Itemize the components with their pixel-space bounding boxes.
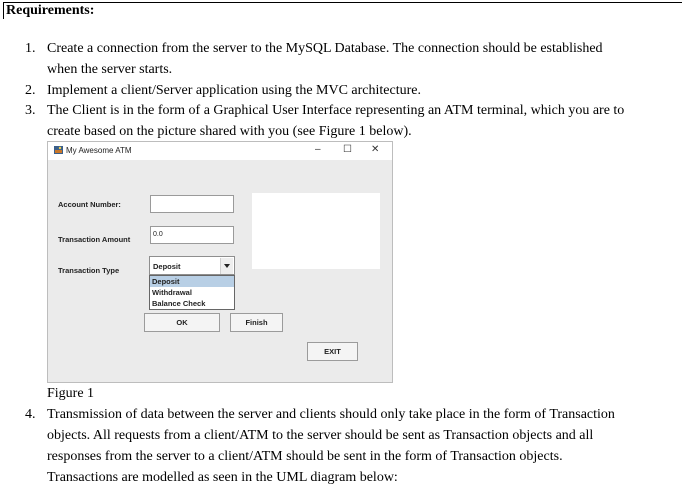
transaction-type-dropdown [149,275,235,310]
dropdown-option[interactable]: Withdrawal [152,288,192,297]
close-icon[interactable]: ✕ [371,144,380,155]
minimize-icon[interactable]: – [315,144,321,155]
atm-window-figure [47,141,393,383]
window-title: My Awesome ATM [66,146,132,155]
dropdown-option[interactable]: Balance Check [152,299,206,308]
output-text-area[interactable] [252,193,380,269]
requirement-text: Create a connection from the server to the MySQL Database. The connection should be established when the server starts. [47,41,603,77]
figure-caption: Figure 1 [47,386,95,401]
requirement-text: Implement a client/Server application using the MVC architecture. [47,83,421,98]
requirement-number: 4. [25,407,36,422]
requirement-text: The Client is in the form of a Graphical User Interface representing an ATM terminal, which you are to create based on the picture shared with you (see Figure 1 below). [47,103,625,139]
exit-button[interactable]: EXIT [307,342,358,361]
finish-button[interactable]: Finish [230,313,283,332]
maximize-icon[interactable]: ☐ [343,144,352,155]
java-app-icon [54,146,63,154]
requirement-number: 2. [25,83,36,98]
transaction-type-label: Transaction Type [58,266,120,275]
chevron-down-icon[interactable] [220,258,233,274]
requirements-heading: Requirements: [3,2,682,19]
transaction-amount-label: Transaction Amount [58,235,131,244]
title-bar [48,142,392,160]
requirement-number: 3. [25,103,36,118]
transaction-type-select[interactable] [149,256,235,275]
selected-transaction-type: Deposit [153,262,181,271]
account-number-input[interactable] [150,195,234,213]
dropdown-option[interactable]: Deposit [150,276,234,287]
requirement-number: 1. [25,41,36,56]
requirement-text: Transmission of data between the server and clients should only take place in the form of Transaction objects. All requests from a client/ATM to the server should be sent as Transaction objects and all responses from the server to a client/ATM should be sent in the form of Transaction objects. Transactions are modelled as seen in the UML diagram below: [47,407,615,485]
ok-button[interactable]: OK [144,313,220,332]
account-number-label: Account Number: [58,200,121,209]
transaction-amount-input[interactable]: 0.0 [150,226,234,244]
